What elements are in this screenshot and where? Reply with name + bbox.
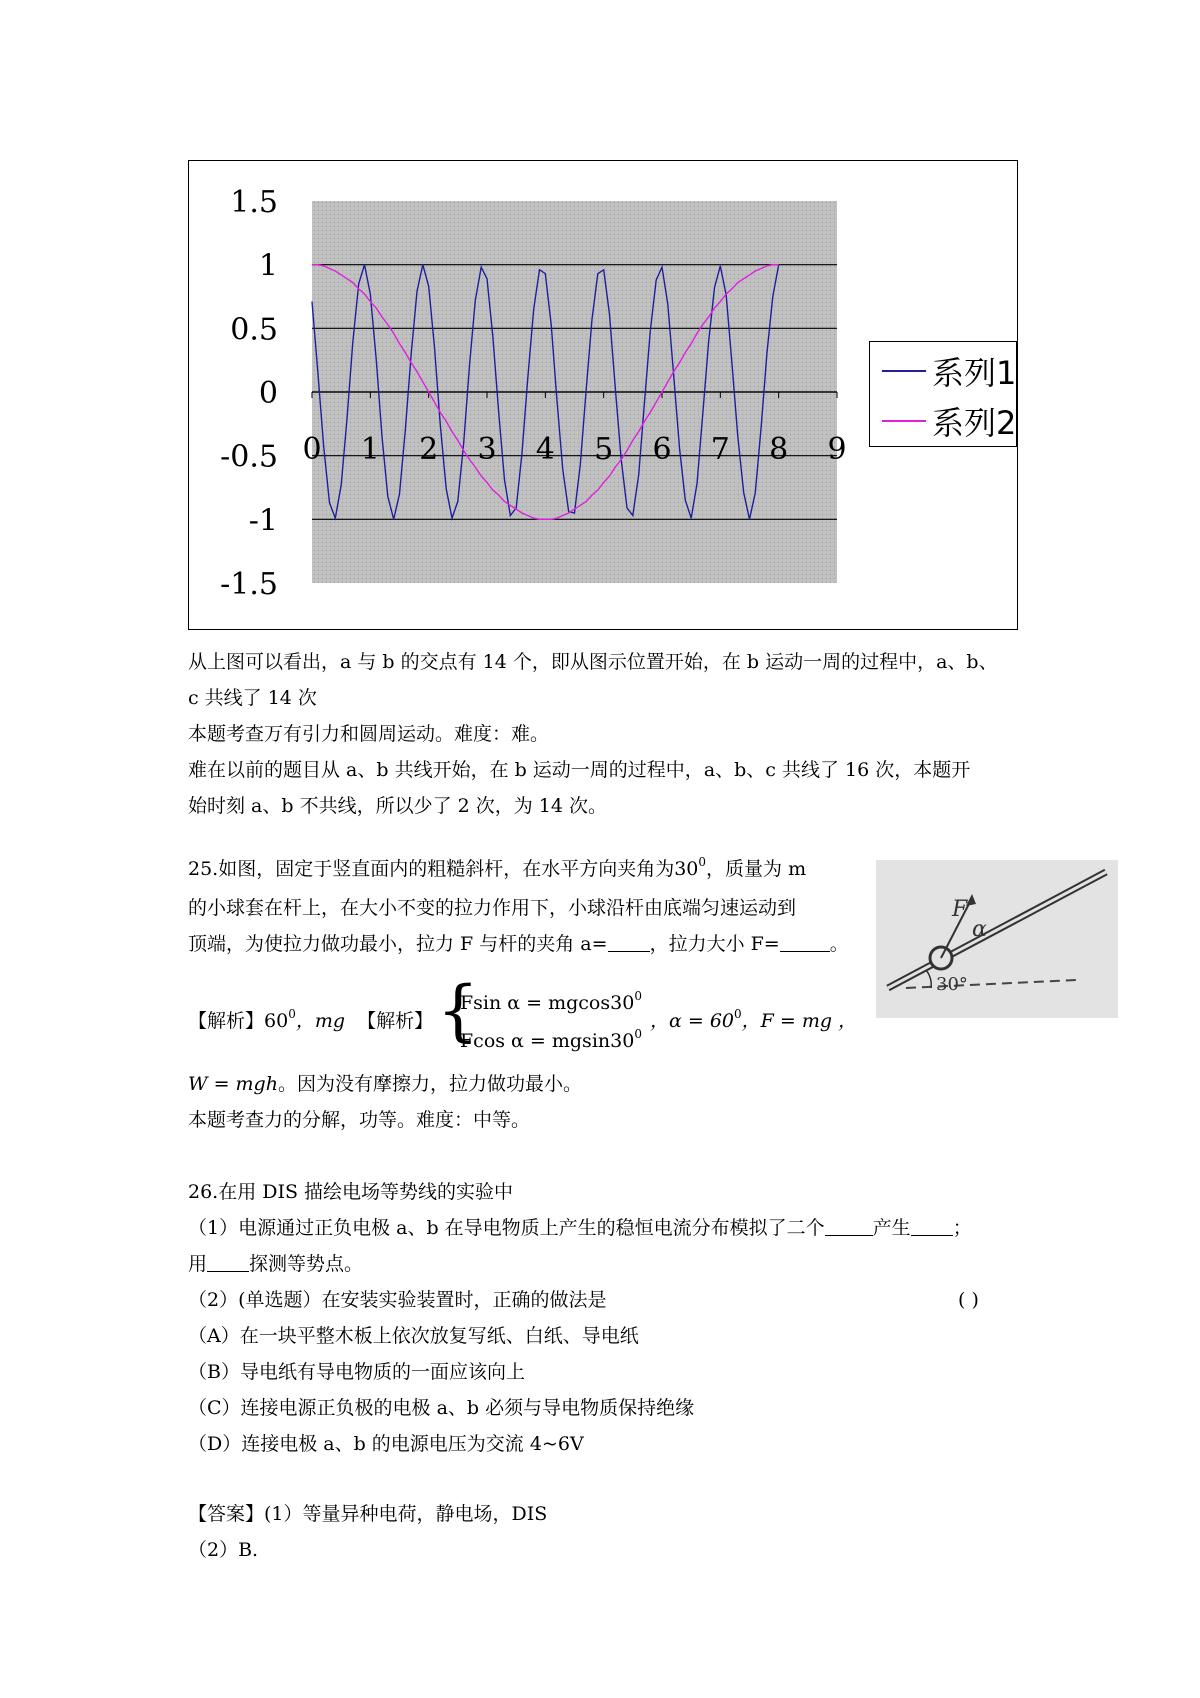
alpha-value: ，α = 60	[650, 1010, 735, 1032]
x-tick-label: 7	[710, 432, 730, 467]
q26-title: 26.在用 DIS 描绘电场等势线的实验中	[188, 1181, 514, 1203]
equation-brace: {	[437, 972, 479, 1049]
q26-part1-text-d: 用	[188, 1253, 208, 1275]
angle-arc	[926, 970, 931, 988]
q26-answer-1: 【答案】(1）等量异种电荷，静电场，DIS	[188, 1503, 548, 1525]
y-tick-label: 0	[258, 376, 278, 411]
q26-part1-text-c: ；	[952, 1217, 972, 1239]
x-tick-label: 6	[652, 432, 672, 467]
force-arrowhead	[966, 894, 976, 906]
q25-line-3	[188, 926, 849, 962]
chart-frame	[188, 160, 1018, 630]
x-tick-label: 4	[535, 432, 555, 467]
q26-part1-line2	[188, 1246, 363, 1282]
incline-rod-diagram	[876, 860, 1118, 1018]
q25-degree-sup: 0	[698, 855, 707, 869]
q25-line-2: 的小球套在杆上，在大小不变的拉力作用下，小球沿杆由底端匀速运动到	[188, 897, 797, 919]
q26-part1-text-a: （1）电源通过正负电极 a、b 在导电物质上产生的稳恒电流分布模拟了二个	[188, 1217, 825, 1239]
q25-text-a-end: ，质量为 m	[706, 858, 807, 880]
y-tick-label: -1	[248, 503, 278, 539]
option-a: （A）在一块平整木板上依次放复写纸、白纸、导电纸	[188, 1325, 639, 1347]
q26-blank-2[interactable]	[911, 1215, 953, 1236]
x-tick-label: 0	[302, 432, 322, 467]
work-explanation: 。因为没有摩擦力，拉力做功最小。	[277, 1073, 582, 1095]
y-tick-label: 1.5	[230, 185, 278, 220]
q26-answer-2: （2）B.	[188, 1539, 259, 1561]
y-tick-label: 1	[258, 248, 278, 284]
q25-analysis-label: 【解析】	[357, 1010, 434, 1032]
q25-summary: 本题考查力的分解，功等。难度：中等。	[188, 1109, 531, 1131]
work-equation: W = mgh	[188, 1073, 278, 1095]
x-tick-label: 3	[477, 432, 497, 467]
equation-2-sup: 0	[634, 1027, 642, 1041]
q25-answer-tail	[650, 996, 857, 1039]
legend-item-series2	[870, 394, 1018, 444]
q26-answer-paren: ( )	[958, 1289, 979, 1311]
chart-legend	[869, 341, 1017, 447]
legend-swatch-series1	[882, 370, 926, 372]
y-tick-label: 0.5	[230, 312, 278, 348]
q26-part2: （2）(单选题）在安装实验装置时，正确的做法是	[188, 1289, 607, 1311]
analysis-line-4: 始时刻 a、b 不共线，所以少了 2 次，为 14 次。	[188, 795, 607, 817]
q25-text-d: 。	[829, 933, 849, 955]
x-tick-label: 1	[360, 432, 380, 467]
incline-rod-figure	[876, 860, 1118, 1018]
q25-answer-label: 【解析】60	[188, 1010, 289, 1032]
q25-line-1	[188, 844, 806, 887]
q25-blank-force[interactable]	[780, 931, 830, 952]
x-tick-label: 8	[769, 432, 789, 467]
legend-label-series2: 系列2	[932, 404, 1017, 442]
q25-text-a: 25.如图，固定于竖直面内的粗糙斜杆，在水平方向夹角为30	[188, 858, 699, 880]
option-d: （D）连接电极 a、b 的电源电压为交流 4~6V	[188, 1433, 584, 1455]
option-c: （C）连接电源正负极的电极 a、b 必须与导电物质保持绝缘	[188, 1397, 695, 1419]
x-tick-label: 5	[594, 432, 614, 467]
analysis-line-3: 难在以前的题目从 a、b 共线开始，在 b 运动一周的过程中，a、b、c 共线了 16 次，本题开	[188, 759, 971, 781]
analysis-line-2: c 共线了 14 次	[188, 687, 317, 709]
equation-1-sup: 0	[634, 989, 642, 1003]
q26-blank-3[interactable]	[207, 1251, 249, 1272]
equation-1-text: Fsin α = mgcos30	[460, 992, 635, 1014]
q25-text-b: 顶端，为使拉力做功最小，拉力 F 与杆的夹角 a=	[188, 933, 608, 955]
q26-part1-line1	[188, 1210, 972, 1246]
q26-part1-text-e: 探测等势点。	[249, 1253, 364, 1275]
q25-answer-sup: 0	[288, 1007, 296, 1021]
q25-answer-mg: ，mg	[295, 1010, 346, 1032]
alpha-value-sup: 0	[734, 1007, 742, 1021]
label-F: F	[952, 897, 968, 922]
x-tick-label: 9	[827, 432, 847, 467]
q26-blank-1[interactable]	[825, 1215, 873, 1236]
y-tick-label: -1.5	[220, 567, 278, 602]
option-b: （B）导电纸有导电物质的一面应该向上	[188, 1361, 525, 1383]
legend-label-series1: 系列1	[932, 354, 1017, 392]
q25-blank-angle[interactable]	[608, 931, 650, 952]
difficulty-note: 本题考查万有引力和圆周运动。难度：难。	[188, 723, 550, 745]
rod-inner	[888, 872, 1106, 988]
equation-2-text: Fcos α = mgsin30	[460, 1030, 635, 1052]
equation-2	[460, 1016, 642, 1059]
q25-answer-line	[188, 996, 433, 1039]
analysis-line-1: 从上图可以看出，a 与 b 的交点有 14 个，即从图示位置开始，在 b 运动一周的过程中，a、b、	[188, 651, 998, 673]
y-tick-label: -0.5	[220, 439, 278, 475]
label-30-deg: 30°	[936, 974, 968, 995]
label-alpha: α	[972, 917, 987, 942]
equation-1	[460, 978, 642, 1021]
q25-text-c: ，拉力大小 F=	[649, 933, 780, 955]
legend-swatch-series2	[882, 420, 926, 422]
q25-work-line	[188, 1066, 582, 1102]
force-value: ，F = mg ，	[741, 1010, 858, 1032]
x-tick-label: 2	[419, 432, 439, 467]
q26-part1-text-b: 产生	[872, 1217, 911, 1239]
legend-item-series1	[870, 344, 1018, 394]
